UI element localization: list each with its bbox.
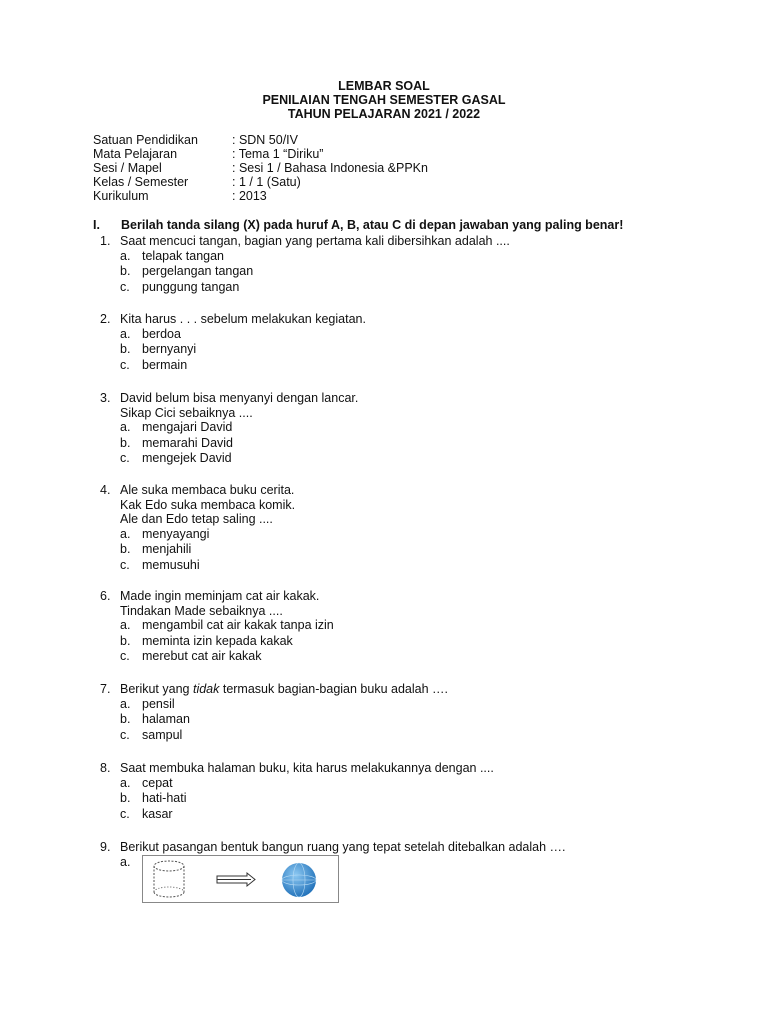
option-a[interactable] <box>120 249 510 265</box>
option-text: pensil <box>142 696 175 711</box>
arrow-right-icon <box>217 873 255 886</box>
shape-figure-box <box>142 855 339 903</box>
option-a[interactable] <box>120 618 334 634</box>
info-row <box>93 189 428 203</box>
question-text: Kak Edo suka membaca komik. <box>120 497 296 512</box>
option-letter: a. <box>120 420 131 434</box>
question-1 <box>100 234 510 295</box>
info-row <box>93 133 428 147</box>
cylinder-icon <box>154 861 184 897</box>
option-b[interactable] <box>120 436 358 452</box>
option-text: bernyanyi <box>142 342 197 356</box>
option-c[interactable] <box>120 649 334 665</box>
option-letter: c. <box>120 451 130 465</box>
info-label: Mata Pelajaran <box>93 147 178 161</box>
question-text: Ale suka membaca buku cerita. <box>120 483 295 497</box>
header-title: LEMBAR SOAL <box>338 79 430 93</box>
option-text: berdoa <box>142 326 181 341</box>
option-c[interactable] <box>120 358 366 374</box>
option-b[interactable] <box>120 264 510 280</box>
option-text: menjahili <box>142 542 192 556</box>
option-letter: b. <box>120 435 131 450</box>
info-value: : SDN 50/IV <box>232 133 298 147</box>
info-label: Sesi / Mapel <box>93 161 162 175</box>
option-letter: c. <box>120 357 130 372</box>
option-letter: a. <box>120 248 131 263</box>
option-text: merebut cat air kakak <box>142 649 262 663</box>
question-number: 6. <box>100 589 111 603</box>
sphere-icon <box>282 863 316 897</box>
info-table <box>93 133 428 203</box>
question-text: Ale dan Edo tetap saling .... <box>120 512 273 526</box>
option-letter: c. <box>120 649 130 663</box>
section-number: I. <box>93 218 100 232</box>
question-4 <box>100 483 295 573</box>
option-letter: a. <box>120 775 131 790</box>
option-b[interactable] <box>120 712 448 728</box>
question-number: 7. <box>100 682 111 696</box>
option-a[interactable] <box>120 420 358 436</box>
option-a[interactable] <box>120 776 494 792</box>
option-text: hati-hati <box>142 791 187 805</box>
option-c[interactable] <box>120 558 295 574</box>
option-letter: b. <box>120 342 131 356</box>
option-text: memusuhi <box>142 557 200 572</box>
question-text: Tindakan Made sebaiknya .... <box>120 603 283 618</box>
info-row <box>93 147 428 161</box>
emphasis-text: tidak <box>192 682 220 696</box>
option-text: kasar <box>142 806 173 821</box>
info-value: : 1 / 1 (Satu) <box>232 175 301 189</box>
header-subtitle: PENILAIAN TENGAH SEMESTER GASAL <box>262 93 506 107</box>
option-text: pergelangan tangan <box>142 264 254 278</box>
question-text: Made ingin meminjam cat air kakak. <box>120 589 320 603</box>
option-text: mengajari David <box>142 420 233 434</box>
option-text: mengejek David <box>142 451 232 465</box>
option-text: sampul <box>142 727 183 742</box>
option-text: memarahi David <box>142 435 234 450</box>
option-text: meminta izin kepada kakak <box>142 633 293 648</box>
question-number: 1. <box>100 234 111 248</box>
info-label: Kelas / Semester <box>93 175 189 189</box>
info-row <box>93 175 428 189</box>
option-c[interactable] <box>120 728 448 744</box>
question-number: 9. <box>100 840 111 854</box>
option-c[interactable] <box>120 451 358 467</box>
section-instruction: Berilah tanda silang (X) pada huruf A, B, atau C di depan jawaban yang paling benar! <box>121 218 624 232</box>
question-3 <box>100 391 358 467</box>
option-letter: a. <box>120 526 131 541</box>
question-number: 4. <box>100 483 111 497</box>
option-text: bermain <box>142 357 188 372</box>
option-b[interactable] <box>120 634 334 650</box>
info-row <box>93 161 428 175</box>
option-b[interactable] <box>120 791 494 807</box>
option-a[interactable] <box>120 327 366 343</box>
section-title <box>93 218 623 233</box>
option-letter: c. <box>120 727 130 742</box>
option-letter: b. <box>120 542 131 556</box>
question-6 <box>100 589 334 665</box>
question-text: Berikut yang tidak termasuk bagian-bagian buku adalah …. <box>120 682 448 696</box>
option-text: telapak tangan <box>142 248 225 263</box>
option-letter: c. <box>120 806 130 821</box>
option-letter: b. <box>120 712 131 726</box>
option-b[interactable] <box>120 542 295 558</box>
option-letter: a. <box>120 326 131 341</box>
option-letter: c. <box>120 279 130 294</box>
option-a[interactable] <box>120 527 295 543</box>
option-c[interactable] <box>120 280 510 296</box>
info-label: Satuan Pendidikan <box>93 133 198 147</box>
info-value: : Tema 1 “Diriku” <box>232 147 324 161</box>
option-letter: a. <box>120 696 131 711</box>
question-text: Saat mencuci tangan, bagian yang pertama kali dibersihkan adalah .... <box>120 234 510 248</box>
document-header <box>0 79 768 121</box>
question-number: 8. <box>100 761 111 775</box>
option-text: menyayangi <box>142 526 210 541</box>
header-year: TAHUN PELAJARAN 2021 / 2022 <box>287 107 481 121</box>
info-label: Kurikulum <box>93 189 149 203</box>
option-text: punggung tangan <box>142 279 240 294</box>
option-letter: c. <box>120 557 130 572</box>
option-letter: b. <box>120 264 131 278</box>
question-text: Kita harus . . . sebelum melakukan kegiatan. <box>120 312 366 326</box>
question-number: 3. <box>100 391 111 405</box>
option-letter: b. <box>120 791 131 805</box>
option-c[interactable] <box>120 807 494 823</box>
info-value: : Sesi 1 / Bahasa Indonesia &PPKn <box>232 161 428 175</box>
question-8 <box>100 761 494 822</box>
question-text: Sikap Cici sebaiknya .... <box>120 405 253 420</box>
option-a[interactable] <box>120 697 448 713</box>
option-text: halaman <box>142 712 190 726</box>
question-text: Berikut pasangan bentuk bangun ruang yang tepat setelah ditebalkan adalah …. <box>120 840 566 854</box>
option-letter: a. <box>120 854 131 869</box>
info-value: : 2013 <box>232 189 267 203</box>
question-7 <box>100 682 448 743</box>
question-number: 2. <box>100 312 111 326</box>
option-text: cepat <box>142 775 173 790</box>
option-letter: b. <box>120 633 131 648</box>
question-text: Saat membuka halaman buku, kita harus melakukannya dengan .... <box>120 761 494 775</box>
option-letter: a. <box>120 618 131 632</box>
shape-figure <box>143 856 338 902</box>
question-2 <box>100 312 366 373</box>
question-text: David belum bisa menyanyi dengan lancar. <box>120 391 359 405</box>
option-text: mengambil cat air kakak tanpa izin <box>142 618 334 632</box>
option-b[interactable] <box>120 342 366 358</box>
